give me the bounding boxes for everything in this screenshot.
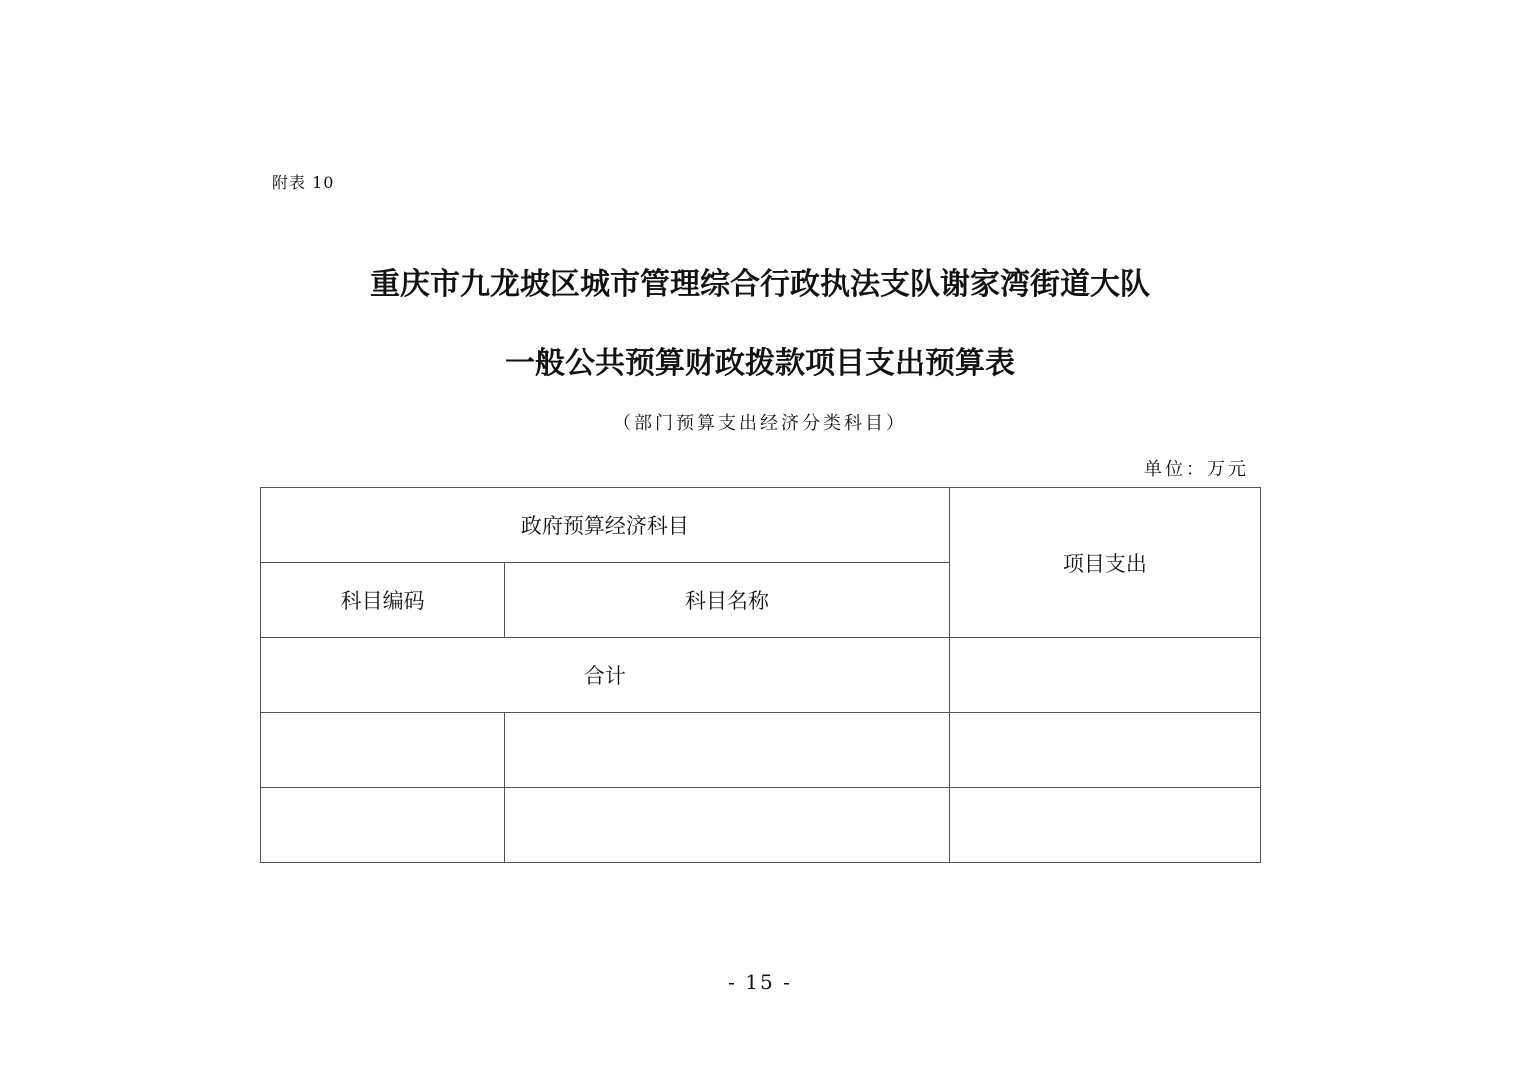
row-amount	[949, 713, 1260, 788]
table-row	[261, 788, 1261, 863]
table-total-row	[261, 638, 1261, 713]
document-title-line-2: 一般公共预算财政拨款项目支出预算表	[505, 346, 1015, 381]
annex-label: 附表 10	[272, 173, 335, 192]
document-title-line-1: 重庆市九龙坡区城市管理综合行政执法支队谢家湾街道大队	[370, 267, 1150, 302]
header-subject-name: 科目名称	[505, 563, 949, 638]
row-amount	[949, 788, 1260, 863]
header-economic-category: 政府预算经济科目	[261, 488, 950, 563]
table-row	[261, 713, 1261, 788]
total-amount	[949, 638, 1260, 713]
document-subtitle: （部门预算支出经济分类科目）	[613, 413, 907, 434]
row-subject-name	[505, 788, 949, 863]
unit-label: 单位：万元	[1144, 459, 1249, 480]
page-number: - 15 -	[728, 970, 792, 994]
header-subject-code: 科目编码	[261, 563, 505, 638]
row-subject-name	[505, 713, 949, 788]
row-subject-code	[261, 713, 505, 788]
budget-table	[260, 487, 1261, 863]
row-subject-code	[261, 788, 505, 863]
total-label: 合计	[261, 638, 950, 713]
header-project-expenditure: 项目支出	[949, 488, 1260, 638]
table-header-row	[261, 488, 1261, 563]
